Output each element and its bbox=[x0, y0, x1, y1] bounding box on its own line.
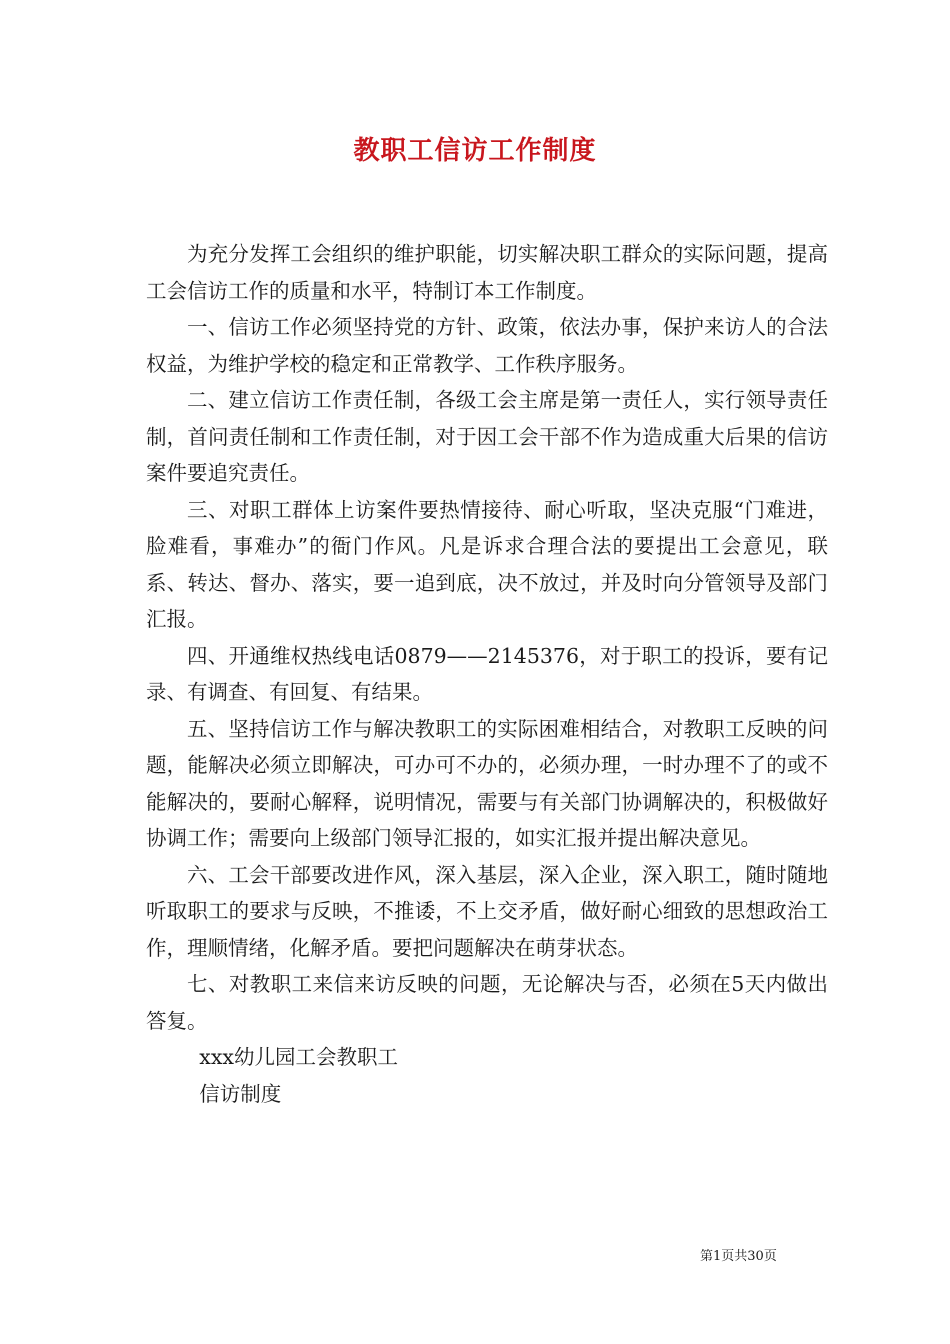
rule-paragraph-2: 二、建立信访工作责任制，各级工会主席是第一责任人，实行领导责任制，首问责任制和工作责任制，对于因工会干部不作为造成重大后果的信访案件要追究责任。 bbox=[146, 388, 828, 485]
rule-paragraph-6: 六、工会干部要改进作风，深入基层，深入企业，深入职工，随时随地听取职工的要求与反映，不推诿，不上交矛盾，做好耐心细致的思想政治工作，理顺情绪，化解矛盾。要把问题解决在萌芽状态。 bbox=[146, 862, 828, 960]
rule-paragraph-5: 五、坚持信访工作与解决教职工的实际困难相结合，对教职工反映的问题，能解决必须立即解决，可办可不办的，必须办理，一时办理不了的或不能解决的，要耐心解释，说明情况，需要与有关部门协调解决的，积极做好协调工作；需要向上级部门领导汇报的，如实汇报并提出解决意见。 bbox=[146, 716, 828, 850]
rule-paragraph-7: 七、对教职工来信来访反映的问题，无论解决与否，必须在5天内做出答复。 bbox=[146, 972, 828, 1033]
rule-paragraph-3: 三、对职工群体上访案件要热情接待、耐心听取，坚决克服“门难进，脸难看，事难办”的衙门作风。凡是诉求合理合法的要提出工会意见，联系、转达、督办、落实，要一追到底，决不放过，并及时向分管领导及部门汇报。 bbox=[146, 497, 828, 631]
signature-line-2: 信访制度 bbox=[199, 1081, 282, 1106]
rule-paragraph-1: 一、信访工作必须坚持党的方针、政策，依法办事，保护来访人的合法权益，为维护学校的稳定和正常教学、工作秩序服务。 bbox=[146, 315, 828, 376]
document-body bbox=[146, 236, 828, 1112]
rule-paragraph-4: 四、开通维权热线电话0879——2145376，对于职工的投诉，要有记录、有调查、有回复、有结果。 bbox=[146, 643, 828, 704]
intro-paragraph: 为充分发挥工会组织的维护职能，切实解决职工群众的实际问题，提高工会信访工作的质量和水平，特制订本工作制度。 bbox=[146, 242, 828, 303]
page-number: 第1页共30页 bbox=[700, 1249, 777, 1264]
signature-line-1: xxx幼儿园工会教职工 bbox=[199, 1045, 398, 1069]
page-title: 教职工信访工作制度 bbox=[353, 136, 597, 166]
